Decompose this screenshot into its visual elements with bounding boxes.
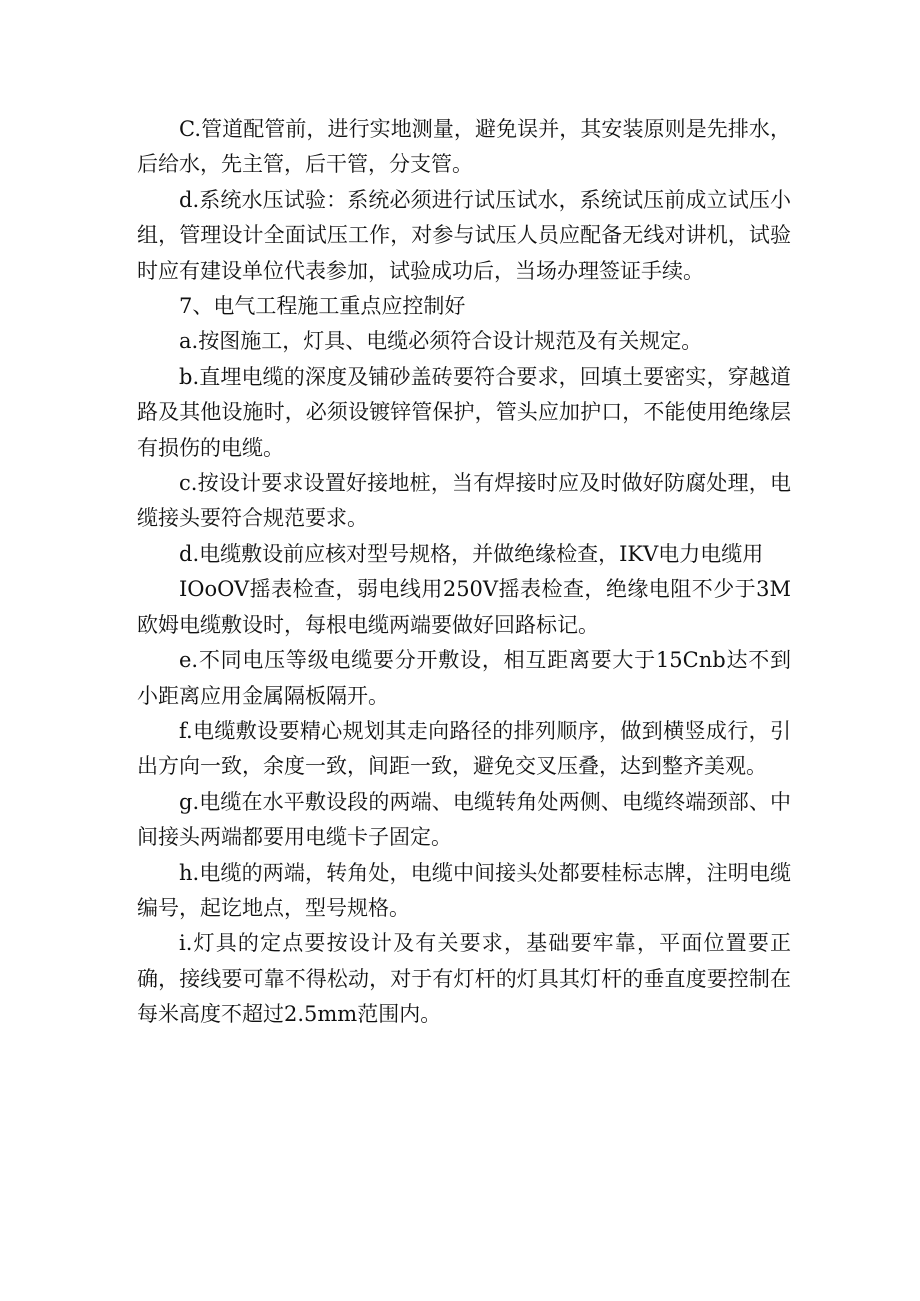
paragraph-item-b: b.直埋电缆的深度及铺砂盖砖要符合要求，回填土要密实，穿越道路及其他设施时，必须设镀锌管保护，管头应加护口，不能使用绝缘层有损伤的电缆。 (137, 364, 791, 460)
paragraph-item-f: f.电缆敷设要精心规划其走向路径的排列顺序，做到横竖成行，引出方向一致，余度一致，间距一致，避免交叉压叠，达到整齐美观。 (137, 718, 791, 779)
document-body (137, 112, 791, 1033)
paragraph-item-d-continued: IOoOV摇表检查，弱电线用250V摇表检查，绝缘电阻不少于3M欧姆电缆敷设时，每根电缆两端要做好回路标记。 (137, 577, 791, 637)
paragraph-item-e: e.不同电压等级电缆要分开敷设，相互距离要大于15Cnb达不到小距离应用金属隔板隔开。 (137, 648, 791, 708)
paragraph-item-g: g.电缆在水平敷设段的两端、电缆转角处两侧、电缆终端颈部、中间接头两端都要用电缆卡子固定。 (137, 789, 791, 850)
section-heading-electrical: 7、电气工程施工重点应控制好 (179, 294, 466, 319)
paragraph-pipe-fitting: C.管道配管前，进行实地测量，避免误并，其安装原则是先排水，后给水，先主管，后干管，分支管。 (137, 117, 791, 177)
paragraph-item-d: d.电缆敷设前应核对型号规格，并做绝缘检查，IKV电力电缆用 (179, 541, 764, 566)
paragraph-item-i: i.灯具的定点要按设计及有关要求，基础要牢靠，平面位置要正确，接线要可靠不得松动，对于有灯杆的灯具其灯杆的垂直度要控制在每米高度不超过2.5mm范围内。 (137, 931, 791, 1027)
paragraph-item-a: a.按图施工，灯具、电缆必须符合设计规范及有关规定。 (179, 329, 703, 354)
paragraph-item-c: c.按设计要求设置好接地桩，当有焊接时应及时做好防腐处理，电缆接头要符合规范要求。 (137, 471, 791, 531)
paragraph-item-h: h.电缆的两端，转角处，电缆中间接头处都要桂标志牌，注明电缆编号，起讫地点，型号规格。 (137, 860, 791, 920)
paragraph-pressure-test: d.系统水压试验：系统必须进行试压试水，系统试压前成立试压小组，管理设计全面试压工作，对参与试压人员应配备无线对讲机，试验时应有建设单位代表参加，试验成功后，当场办理签证手续。 (137, 187, 791, 283)
